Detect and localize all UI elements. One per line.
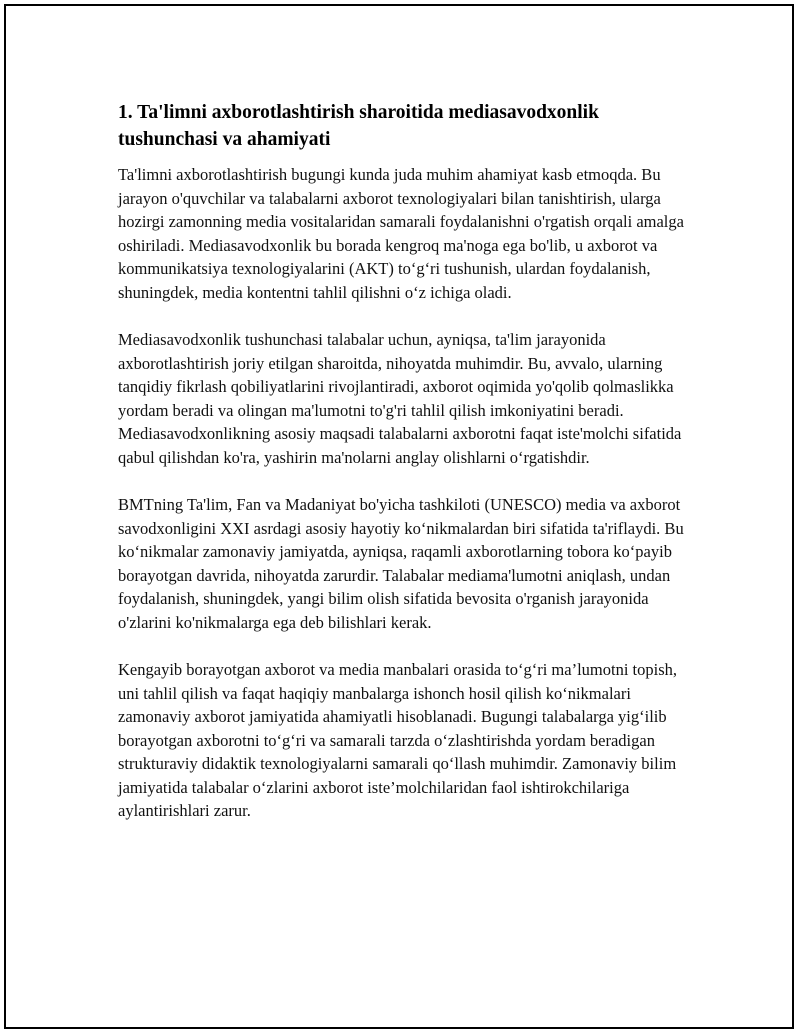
document-body: [118, 99, 698, 847]
paragraph-4: Kengayib borayotgan axborot va media manbalari orasida to‘g‘ri ma’lumotni topish, uni tahlil qilish va faqat haqiqiy manbalarga ishonch hosil qilish ko‘nikmalari zamonaviy axborot jamiyatida ahamiyatli hisoblanadi. Bugungi talabalarga yig‘ilib borayotgan axborotni to‘g‘ri va samarali tarzda o‘zlashtirishda yordam beradigan strukturaviy didaktik texnologiyalarni samarali qo‘llash muhimdir. Zamonaviy bilim jamiyatida talabalar o‘zlarini axborot iste’molchilaridan faol ishtirokchilariga aylantirishlari zarur.: [118, 660, 678, 820]
page-frame: [4, 4, 794, 1029]
paragraph-1: Ta'limni axborotlashtirish bugungi kunda juda muhim ahamiyat kasb etmoqda. Bu jarayon o'quvchilar va talabalarni axborot texnologiyalari bilan tanishtirish, ularga hozirgi zamonning media vositalaridan samarali foydalanishni o'rgatish orqali amalga oshiriladi. Mediasavodxonlik bu borada kengroq ma'noga ega bo'lib, u axborot va kommunikatsiya texnologiyalarini (AKT) to‘g‘ri tushunish, ulardan foydalanish, shuningdek, media kontentni tahlil qilishni o‘z ichiga oladi.: [118, 165, 684, 302]
paragraph-2: Mediasavodxonlik tushunchasi talabalar uchun, ayniqsa, ta'lim jarayonida axborotlashtirish joriy etilgan sharoitda, nihoyatda muhimdir. Bu, avvalo, ularning tanqidiy fikrlash qobiliyatlarini rivojlantiradi, axborot oqimida yo'qolib qolmaslikka yordam beradi va olingan ma'lumotni to'g'ri tahlil qilish imkoniyatini beradi. Mediasavodxonlikning asosiy maqsadi talabalarni axborotni faqat iste'molchi sifatida qabul qilishdan ko'ra, yashirin ma'nolarni anglay olishlarni o‘rgatishdir.: [118, 330, 682, 467]
paragraph-3: BMTning Ta'lim, Fan va Madaniyat bo'yicha tashkiloti (UNESCO) media va axborot savodxonligini XXI asrdagi asosiy hayotiy ko‘nikmalardan biri sifatida ta'riflaydi. Bu ko‘nikmalar zamonaviy jamiyatda, ayniqsa, raqamli axborotlarning tobora ko‘payib borayotgan davrida, nihoyatda zarurdir. Talabalar mediama'lumotni aniqlash, undan foydalanish, shuningdek, yangi bilim olish sifatida bevosita o'rganish jarayonida o'zlarini ko'nikmalarga ega deb bilishlari kerak.: [118, 495, 684, 632]
section-heading: 1. Ta'limni axborotlashtirish sharoitida mediasavodxonlik tushunchasi va ahamiyati: [118, 102, 599, 150]
